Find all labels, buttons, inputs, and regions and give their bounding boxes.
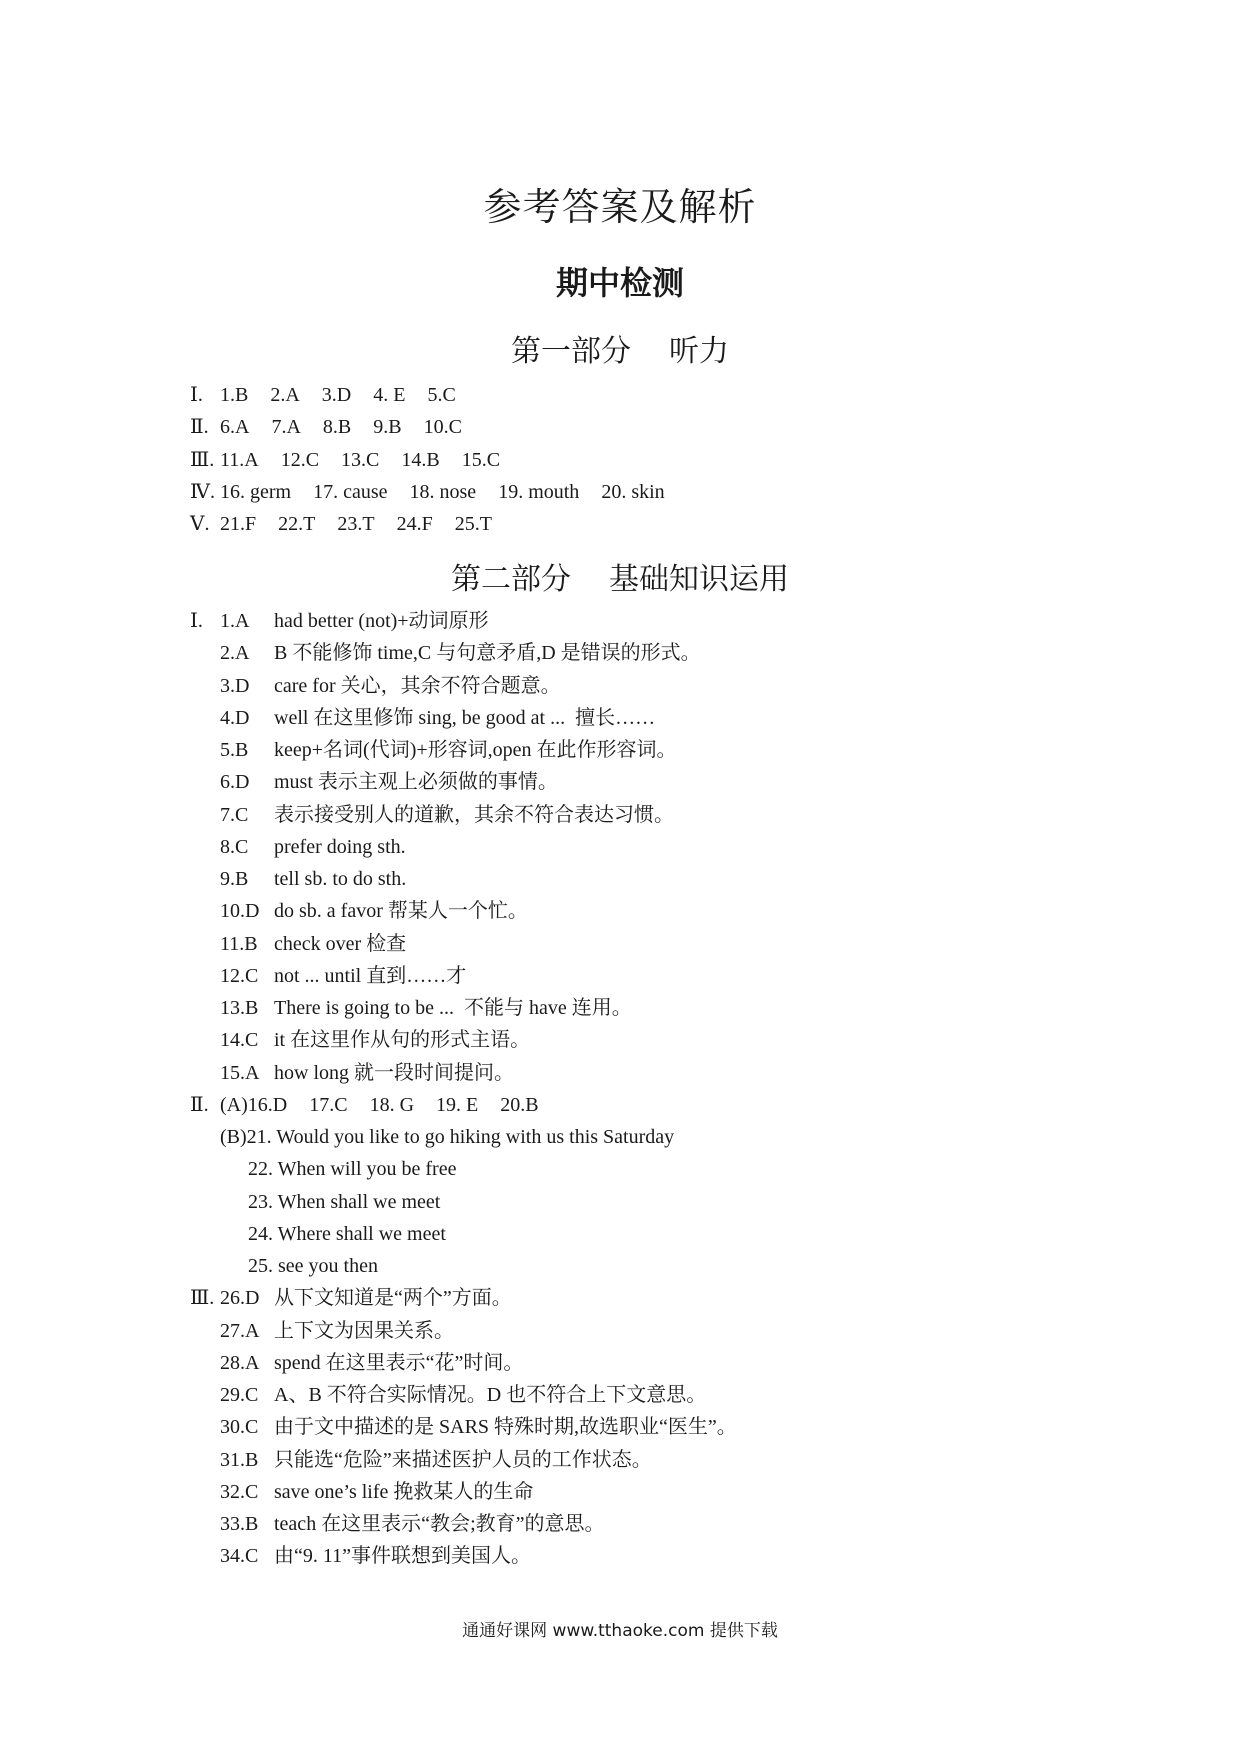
answer-item: 16. germ	[220, 480, 292, 503]
answer-explanation: 由“9. 11”事件联想到美国人。	[274, 1545, 532, 1568]
answer-item: 17. cause	[313, 480, 388, 503]
answer-item: 18. G	[369, 1093, 415, 1116]
answer-item: 18. nose	[409, 480, 477, 503]
answer-number: 3.D	[220, 674, 250, 697]
answer-line	[190, 1381, 706, 1409]
answer-number: 27.A	[220, 1319, 260, 1342]
answer-item: 4. E	[373, 384, 406, 406]
answer-item: 11.A	[220, 448, 259, 471]
answer-item: 20.B	[500, 1093, 539, 1116]
part2-heading-a: 第二部分	[451, 562, 571, 597]
roman-numeral: Ⅰ.	[190, 384, 203, 406]
answer-explanation: spend 在这里表示“花”时间。	[274, 1351, 524, 1374]
answer-number: 15.A	[220, 1061, 260, 1084]
answer-line	[190, 672, 561, 700]
answer-item: 19. mouth	[498, 480, 580, 503]
answer-number: 13.B	[220, 997, 259, 1019]
answer-number: 12.C	[220, 964, 259, 987]
answer-explanation: save one’s life 挽救某人的生命	[274, 1480, 534, 1503]
part1-row	[190, 413, 484, 441]
answer-line	[190, 1349, 523, 1377]
answer-explanation: keep+名词(代词)+形容词,open 在此作形容词。	[274, 739, 677, 761]
answer-explanation: how long 就一段时间提问。	[274, 1061, 514, 1084]
answer-number: 7.C	[220, 803, 249, 826]
page-title: 参考答案及解析	[483, 185, 757, 229]
answer-line	[220, 1123, 674, 1151]
answer-number: 30.C	[220, 1416, 259, 1439]
answer-line	[190, 1510, 605, 1538]
answer-number: 6.D	[220, 771, 250, 794]
answer-item: 17.C	[309, 1093, 348, 1116]
part1-row	[190, 446, 522, 474]
answer-line	[248, 1252, 378, 1280]
part-label: (B)	[220, 1126, 247, 1148]
answer-number: 5.B	[220, 739, 249, 761]
answer-item: 6.A	[220, 416, 250, 439]
answer-item: 10.C	[423, 416, 462, 439]
answer-explanation: had better (not)+动词原形	[274, 610, 489, 632]
answer-line	[190, 639, 701, 667]
answer-number: 8.C	[220, 835, 249, 858]
answer-explanation: care for 关心，其余不符合题意。	[274, 674, 561, 697]
answer-line	[190, 736, 677, 764]
answer-item: 9.B	[373, 416, 402, 439]
answer-explanation: 表示接受别人的道歉，其余不符合表达习惯。	[274, 803, 674, 826]
answer-line	[190, 1284, 512, 1312]
answer-line	[190, 865, 406, 893]
part1-row	[190, 381, 478, 409]
answer-number: 29.C	[220, 1384, 259, 1406]
answer-number: 2.A	[220, 642, 250, 665]
answer-explanation: 从下文知道是“两个”方面。	[274, 1287, 512, 1310]
answer-line	[190, 1478, 533, 1506]
answer-line	[190, 1026, 530, 1054]
answer-number: 33.B	[220, 1513, 259, 1535]
answer-line	[248, 1220, 446, 1248]
answer-explanation: A、B 不符合实际情况。D 也不符合上下文意思。	[274, 1384, 707, 1406]
answer-number: 9.B	[220, 868, 249, 890]
answer-number: 28.A	[220, 1351, 260, 1374]
answer-item: 7.A	[271, 416, 301, 439]
answer-line	[190, 962, 466, 990]
answer-number: 34.C	[220, 1545, 259, 1568]
roman-numeral: Ⅰ.	[190, 610, 203, 632]
answer-sentence: 23. When shall we meet	[248, 1190, 441, 1213]
answer-item: 25.T	[454, 513, 492, 536]
part1-row	[190, 510, 514, 538]
answer-item: 15.C	[461, 448, 501, 471]
answer-line	[190, 1446, 652, 1474]
roman-numeral: Ⅴ.	[190, 513, 210, 536]
answer-line	[190, 833, 406, 861]
part-label: (A)	[220, 1093, 248, 1116]
answer-item: 16.D	[247, 1093, 288, 1116]
answer-sentence: 25. see you then	[248, 1255, 378, 1277]
answer-number: 26.D	[220, 1287, 260, 1310]
answer-sentence: 22. When will you be free	[248, 1158, 457, 1181]
answer-item: 2.A	[270, 384, 300, 406]
answer-number: 14.C	[220, 1029, 259, 1052]
answer-line	[190, 897, 528, 925]
answer-number: 10.D	[220, 900, 260, 923]
part2-heading	[0, 554, 1240, 598]
answer-sentence: 21. Would you like to go hiking with us this Saturday	[246, 1126, 675, 1148]
roman-numeral: Ⅱ.	[190, 416, 209, 439]
answer-line	[190, 1413, 737, 1441]
answer-item: 21.F	[220, 513, 257, 536]
answer-line	[190, 1542, 531, 1570]
answer-sentence: 24. Where shall we meet	[248, 1222, 446, 1245]
answer-line	[190, 1091, 561, 1119]
page-subtitle: 期中检测	[555, 264, 684, 302]
answer-item: 24.F	[396, 513, 433, 536]
part1-heading-a: 第一部分	[511, 334, 631, 369]
answer-explanation: it 在这里作从句的形式主语。	[274, 1029, 531, 1052]
answer-item: 8.B	[322, 416, 352, 439]
answer-explanation: must 表示主观上必须做的事情。	[274, 771, 558, 794]
footer-credit: 通通好课网 www.tthaoke.com 提供下载	[462, 1621, 778, 1641]
answer-explanation: 只能选“危险”来描述医护人员的工作状态。	[274, 1448, 652, 1471]
answer-item: 3.D	[321, 384, 352, 406]
answer-line	[190, 930, 406, 958]
part1-row	[190, 478, 687, 506]
roman-numeral: Ⅳ.	[190, 480, 215, 503]
answer-number: 4.D	[220, 706, 250, 729]
answer-line	[190, 704, 655, 732]
part1-heading	[0, 326, 1240, 370]
roman-numeral: Ⅱ.	[190, 1093, 209, 1116]
answer-item: 13.C	[341, 448, 380, 471]
answer-explanation: do sb. a favor 帮某人一个忙。	[274, 900, 528, 923]
answer-explanation: 上下文为因果关系。	[274, 1319, 454, 1342]
answer-number: 32.C	[220, 1480, 259, 1503]
part1-heading-b: 听力	[669, 334, 729, 369]
answer-line	[190, 801, 674, 829]
answer-item: 1.B	[220, 384, 249, 406]
answer-explanation: well 在这里修饰 sing, be good at ... 擅长……	[274, 706, 656, 729]
answer-line	[248, 1188, 440, 1216]
answer-explanation: not ... until 直到……才	[274, 964, 467, 987]
answer-line	[190, 994, 632, 1022]
answer-explanation: check over 检查	[274, 932, 407, 955]
roman-numeral: Ⅲ.	[190, 448, 215, 471]
answer-item: 22.T	[278, 513, 316, 536]
answer-line	[190, 607, 489, 635]
answer-number: 31.B	[220, 1448, 259, 1471]
answer-item: 23.T	[337, 513, 375, 536]
answer-line	[190, 768, 558, 796]
answer-item: 19. E	[436, 1093, 479, 1116]
answer-number: 11.B	[220, 932, 258, 955]
answer-explanation: B 不能修饰 time,C 与句意矛盾,D 是错误的形式。	[274, 642, 701, 665]
roman-numeral: Ⅲ.	[190, 1287, 215, 1310]
answer-explanation: prefer doing sth.	[274, 835, 406, 858]
answer-item: 20. skin	[601, 480, 665, 503]
answer-explanation: tell sb. to do sth.	[274, 868, 407, 890]
answer-explanation: teach 在这里表示“教会;教育”的意思。	[274, 1513, 605, 1535]
answer-item: 14.B	[401, 448, 440, 471]
answer-line	[190, 1317, 454, 1345]
answer-explanation: 由于文中描述的是 SARS 特殊时期,故选职业“医生”。	[274, 1416, 737, 1439]
answer-explanation: There is going to be ... 不能与 have 连用。	[274, 997, 632, 1019]
answer-number: 1.A	[220, 610, 250, 632]
answer-item: 5.C	[427, 384, 456, 406]
answer-line	[190, 1059, 514, 1087]
answer-item: 12.C	[280, 448, 320, 471]
answer-line	[248, 1155, 456, 1183]
part2-heading-b: 基础知识运用	[609, 562, 789, 597]
